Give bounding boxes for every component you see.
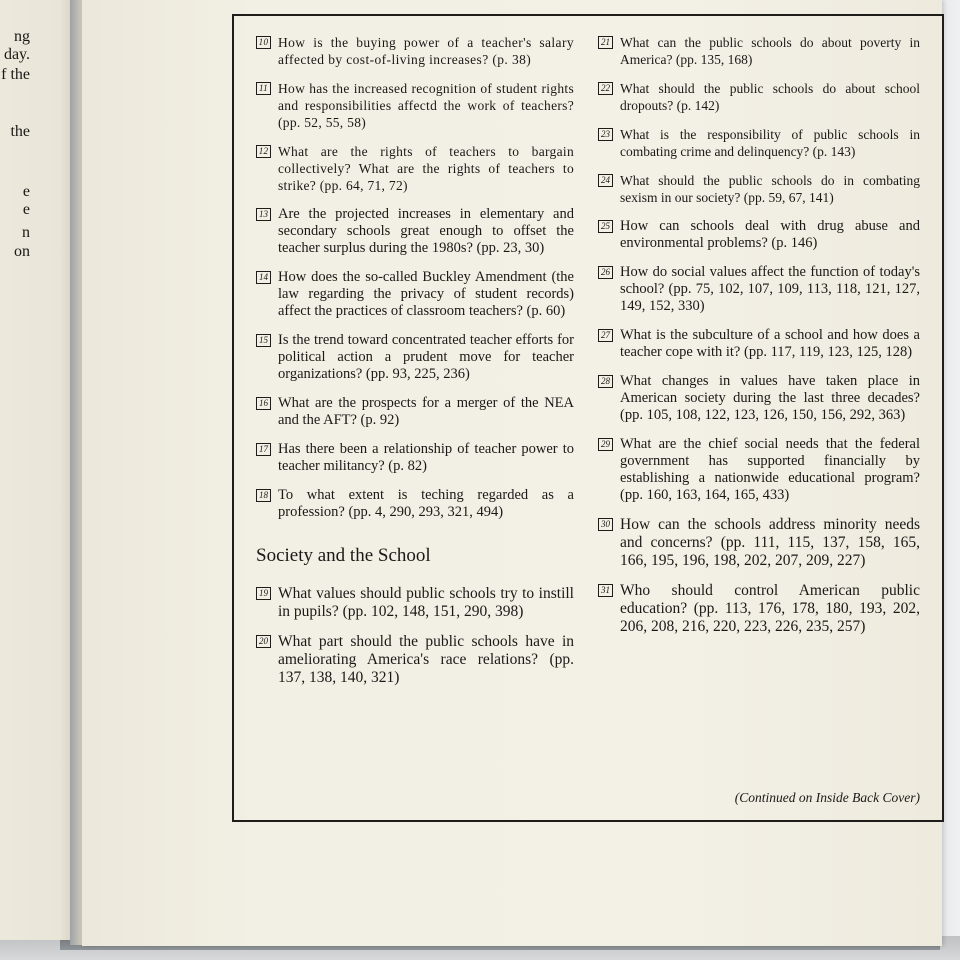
question-item xyxy=(256,395,574,429)
question-text: Is the trend toward concentrated teacher efforts for political action a prudent move for teacher organizations? (pp. 93, 225, 236) xyxy=(278,332,574,382)
question-text: Has there been a relationship of teacher power to teacher militancy? (p. 82) xyxy=(278,441,574,474)
section-heading: Society and the School xyxy=(256,545,431,566)
question-number: 29 xyxy=(598,438,613,451)
question-item xyxy=(598,327,920,361)
question-text: What are the rights of teachers to bargain collectively? What are the rights of teachers to strike? (pp. 64, 71, 72) xyxy=(278,144,574,193)
question-item xyxy=(256,487,574,521)
question-number: 23 xyxy=(598,128,613,141)
question-item xyxy=(256,143,574,194)
question-item xyxy=(256,80,574,131)
question-text: How do social values affect the function of today's school? (pp. 75, 102, 107, 109, 113, 118, 121, 127, 149, 152, 330) xyxy=(620,264,920,314)
question-item xyxy=(598,516,920,570)
question-text: What can the public schools do about poverty in America? (pp. 135, 168) xyxy=(620,35,920,67)
question-text: What are the prospects for a merger of the NEA and the AFT? (p. 92) xyxy=(278,395,574,428)
question-number: 24 xyxy=(598,174,613,187)
left-column xyxy=(256,34,574,699)
question-number: 14 xyxy=(256,271,271,284)
question-number: 20 xyxy=(256,635,271,648)
question-text: How has the increased recognition of student rights and responsibilities affectd the work of teachers? (pp. 52, 55, 58) xyxy=(278,81,574,130)
question-item xyxy=(256,269,574,320)
question-item xyxy=(598,34,920,68)
question-item xyxy=(598,582,920,636)
question-item xyxy=(598,373,920,424)
question-text: What should the public schools do in combating sexism in our society? (pp. 59, 67, 141) xyxy=(620,173,920,205)
question-text: To what extent is teching regarded as a profession? (pp. 4, 290, 293, 321, 494) xyxy=(278,487,574,520)
question-number: 11 xyxy=(256,82,271,95)
question-number: 26 xyxy=(598,266,613,279)
question-item xyxy=(598,436,920,504)
question-item xyxy=(256,585,574,621)
question-item xyxy=(256,332,574,383)
question-text: How is the buying power of a teacher's salary affected by cost-of-living increases? (p. 38) xyxy=(278,35,574,67)
question-item xyxy=(256,34,574,68)
question-item xyxy=(598,80,920,114)
question-text: What part should the public schools have in ameliorating America's race relations? (pp. 137, 138, 140, 321) xyxy=(278,633,574,686)
question-text: What should the public schools do about school dropouts? (p. 142) xyxy=(620,81,920,113)
question-text: How does the so-called Buckley Amendment (the law regarding the privacy of student records) affect the practices of classroom teachers? (p. 60) xyxy=(278,269,574,319)
question-text: What changes in values have taken place in American society during the last three decades? (pp. 105, 108, 122, 123, 126, 150, 156, 292, 363) xyxy=(620,373,920,423)
question-text: How can schools deal with drug abuse and environmental problems? (p. 146) xyxy=(620,218,920,251)
question-item xyxy=(256,633,574,687)
question-item xyxy=(256,206,574,257)
question-item xyxy=(598,218,920,252)
question-number: 12 xyxy=(256,145,271,158)
question-text: What are the chief social needs that the federal government has supported financially by establishing a nationwide educational program? (pp. 160, 163, 164, 165, 433) xyxy=(620,436,920,503)
right-column xyxy=(598,34,920,648)
question-number: 21 xyxy=(598,36,613,49)
question-text: What values should public schools try to instill in pupils? (pp. 102, 148, 151, 290, 398) xyxy=(278,585,574,620)
question-text: Who should control American public education? (pp. 113, 176, 178, 180, 193, 202, 206, 208, 216, 220, 223, 226, 235, 257) xyxy=(620,582,920,635)
question-number: 18 xyxy=(256,489,271,502)
question-number: 15 xyxy=(256,334,271,347)
question-number: 25 xyxy=(598,220,613,233)
question-text: What is the responsibility of public schools in combating crime and delinquency? (p. 143) xyxy=(620,127,920,159)
question-text: What is the subculture of a school and how does a teacher cope with it? (pp. 117, 119, 123, 125, 128) xyxy=(620,327,920,360)
book-page xyxy=(82,0,942,946)
question-number: 17 xyxy=(256,443,271,456)
question-item xyxy=(598,264,920,315)
question-item xyxy=(256,441,574,475)
continued-note: (Continued on Inside Back Cover) xyxy=(734,790,920,805)
question-number: 31 xyxy=(598,584,613,597)
question-item xyxy=(598,126,920,160)
facing-page: ng day. f the the e e n on xyxy=(0,0,74,940)
question-number: 13 xyxy=(256,208,271,221)
question-text: How can the schools address minority needs and concerns? (pp. 111, 115, 137, 158, 165, 166, 195, 196, 198, 202, 207, 209, 227) xyxy=(620,516,920,569)
question-number: 30 xyxy=(598,518,613,531)
question-number: 10 xyxy=(256,36,271,49)
question-number: 19 xyxy=(256,587,271,600)
question-number: 27 xyxy=(598,329,613,342)
question-item xyxy=(598,172,920,206)
question-number: 28 xyxy=(598,375,613,388)
question-number: 22 xyxy=(598,82,613,95)
question-text: Are the projected increases in elementary and secondary schools great enough to offset the teacher surplus during the 1980s? (pp. 23, 30) xyxy=(278,206,574,256)
question-box xyxy=(232,14,944,822)
question-number: 16 xyxy=(256,397,271,410)
